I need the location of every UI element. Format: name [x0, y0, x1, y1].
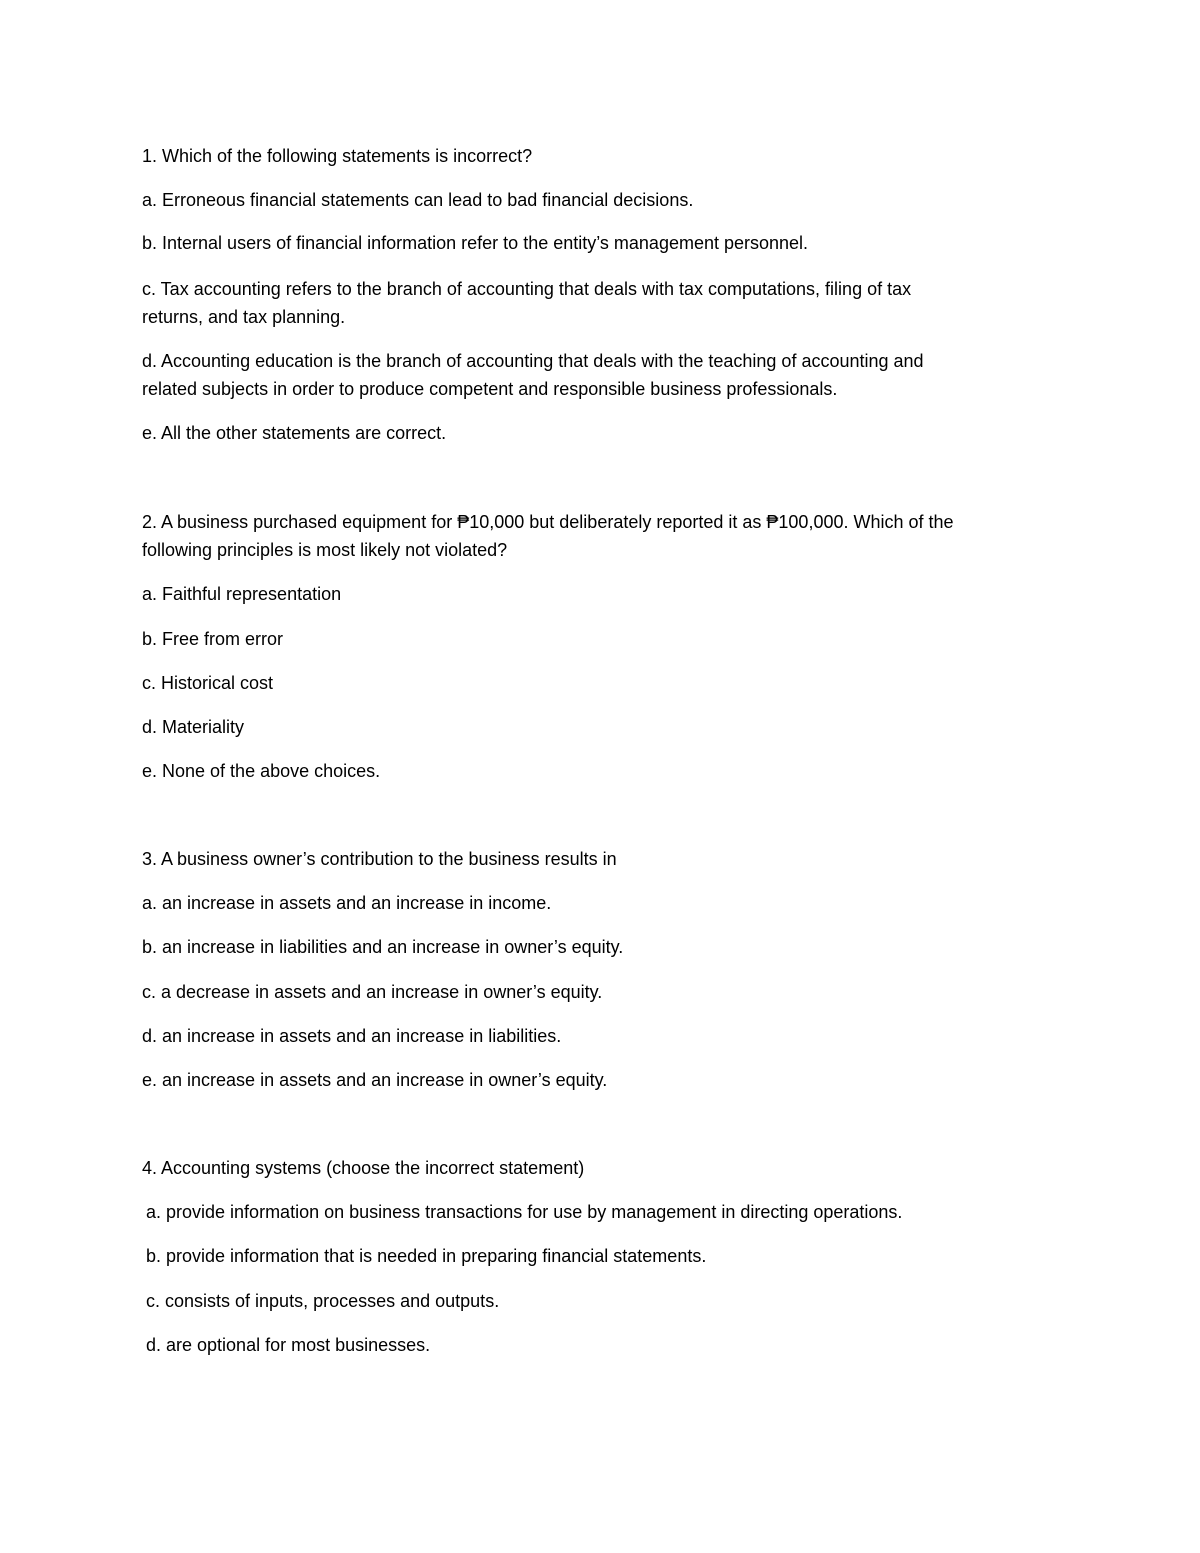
question-1-option-c-line1: c. Tax accounting refers to the branch of accounting that deals with tax computations, filing of tax [142, 279, 912, 299]
question-3-option-a: a. an increase in assets and an increase in income. [142, 893, 552, 913]
question-1-option-e: e. All the other statements are correct. [142, 423, 447, 443]
question-4-option-d: d. are optional for most businesses. [146, 1335, 431, 1355]
question-4-option-b: b. provide information that is needed in preparing financial statements. [146, 1246, 707, 1266]
question-1-stem: 1. Which of the following statements is incorrect? [142, 146, 533, 166]
question-4-stem: 4. Accounting systems (choose the incorrect statement) [142, 1158, 585, 1178]
question-1-option-b: b. Internal users of financial information refer to the entity’s management personnel. [142, 233, 809, 253]
question-2-option-c: c. Historical cost [142, 673, 274, 693]
question-1-option-a: a. Erroneous financial statements can lead to bad financial decisions. [142, 190, 694, 210]
question-1-option-d-line2: related subjects in order to produce competent and responsible business professionals. [142, 379, 838, 399]
question-2-option-a: a. Faithful representation [142, 584, 342, 604]
question-4-option-a: a. provide information on business transactions for use by management in directing operations. [146, 1202, 903, 1222]
question-3-option-c: c. a decrease in assets and an increase in owner’s equity. [142, 982, 603, 1002]
question-2-stem-line1: 2. A business purchased equipment for ₱10,000 but deliberately reported it as ₱100,000. Which of the [142, 512, 954, 532]
question-3-option-b: b. an increase in liabilities and an increase in owner’s equity. [142, 937, 624, 957]
question-3-option-e: e. an increase in assets and an increase in owner’s equity. [142, 1070, 608, 1090]
question-2-option-d: d. Materiality [142, 717, 245, 737]
question-2-stem-line2: following principles is most likely not violated? [142, 540, 508, 560]
question-2-option-b: b. Free from error [142, 629, 284, 649]
question-4-option-c: c. consists of inputs, processes and outputs. [146, 1291, 500, 1311]
question-1-option-d-line1: d. Accounting education is the branch of accounting that deals with the teaching of accounting and [142, 351, 924, 371]
question-1-option-c-line2: returns, and tax planning. [142, 307, 346, 327]
question-2-option-e: e. None of the above choices. [142, 761, 381, 781]
question-3-option-d: d. an increase in assets and an increase in liabilities. [142, 1026, 562, 1046]
question-3-stem: 3. A business owner’s contribution to the business results in [142, 849, 617, 869]
